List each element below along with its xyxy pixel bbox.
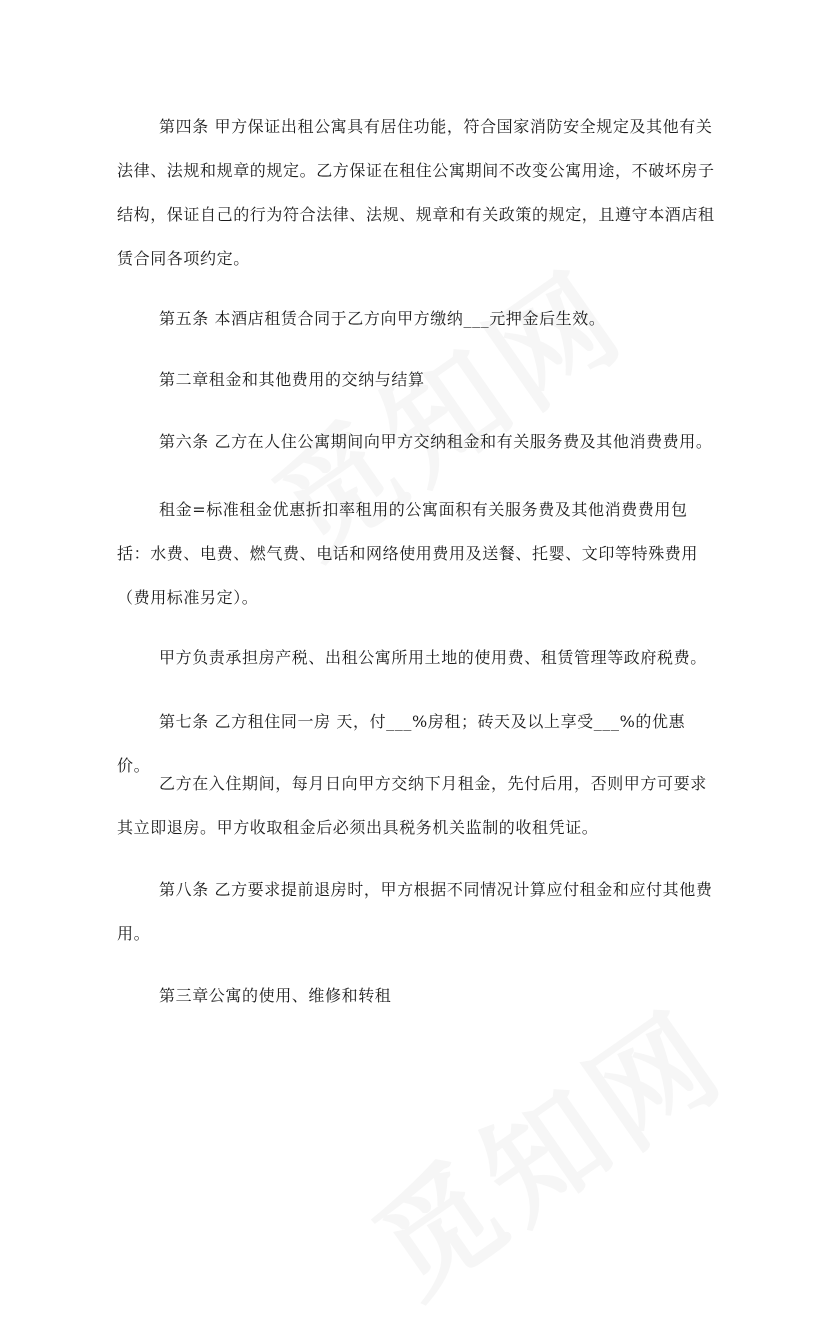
rent-formula-paragraph: 租金=标准租金优惠折扣率租用的公寓面积有关服务费及其他消费费用包括：水费、电费、燃气费、电话和网络使用费用及送餐、托婴、文印等特殊费用（费用标准另定）。 xyxy=(117,500,699,607)
article-4-paragraph: 第四条 甲方保证出租公寓具有居住功能，符合国家消防安全规定及其他有关法律、法规和规章的规定。乙方保证在租住公寓期间不改变公寓用途，不破坏房子结构，保证自己的行为符合法律、法规、规章和有关政策的规定，且遵守本酒店租赁合同各项约定。 xyxy=(117,117,715,268)
chapter-2-heading: 第二章租金和其他费用的交纳与结算 xyxy=(159,370,425,389)
chapter-3-heading: 第三章公寓的使用、维修和转租 xyxy=(159,986,392,1005)
article-5-paragraph: 第五条 本酒店租赁合同于乙方向甲方缴纳___元押金后生效。 xyxy=(159,309,606,328)
article-7-paragraph: 第七条 乙方租住同一房 天，付___%房租；砖天及以上享受___%的优惠价。 xyxy=(117,712,686,775)
payment-terms-paragraph: 乙方在入住期间，每月日向甲方交纳下月租金，先付后用，否则甲方可要求其立即退房。甲方收取租金后必须出具税务机关监制的收租凭证。 xyxy=(117,774,707,837)
article-6-paragraph: 第六条 乙方在人住公寓期间向甲方交纳租金和有关服务费及其他消费费用。 xyxy=(159,432,713,451)
article-8-paragraph: 第八条 乙方要求提前退房时，甲方根据不同情况计算应付租金和应付其他费用。 xyxy=(117,880,713,943)
watermark xyxy=(336,964,754,1328)
party-a-taxes-paragraph: 甲方负责承担房产税、出租公寓所用土地的使用费、租赁管理等政府税费。 xyxy=(159,648,707,667)
